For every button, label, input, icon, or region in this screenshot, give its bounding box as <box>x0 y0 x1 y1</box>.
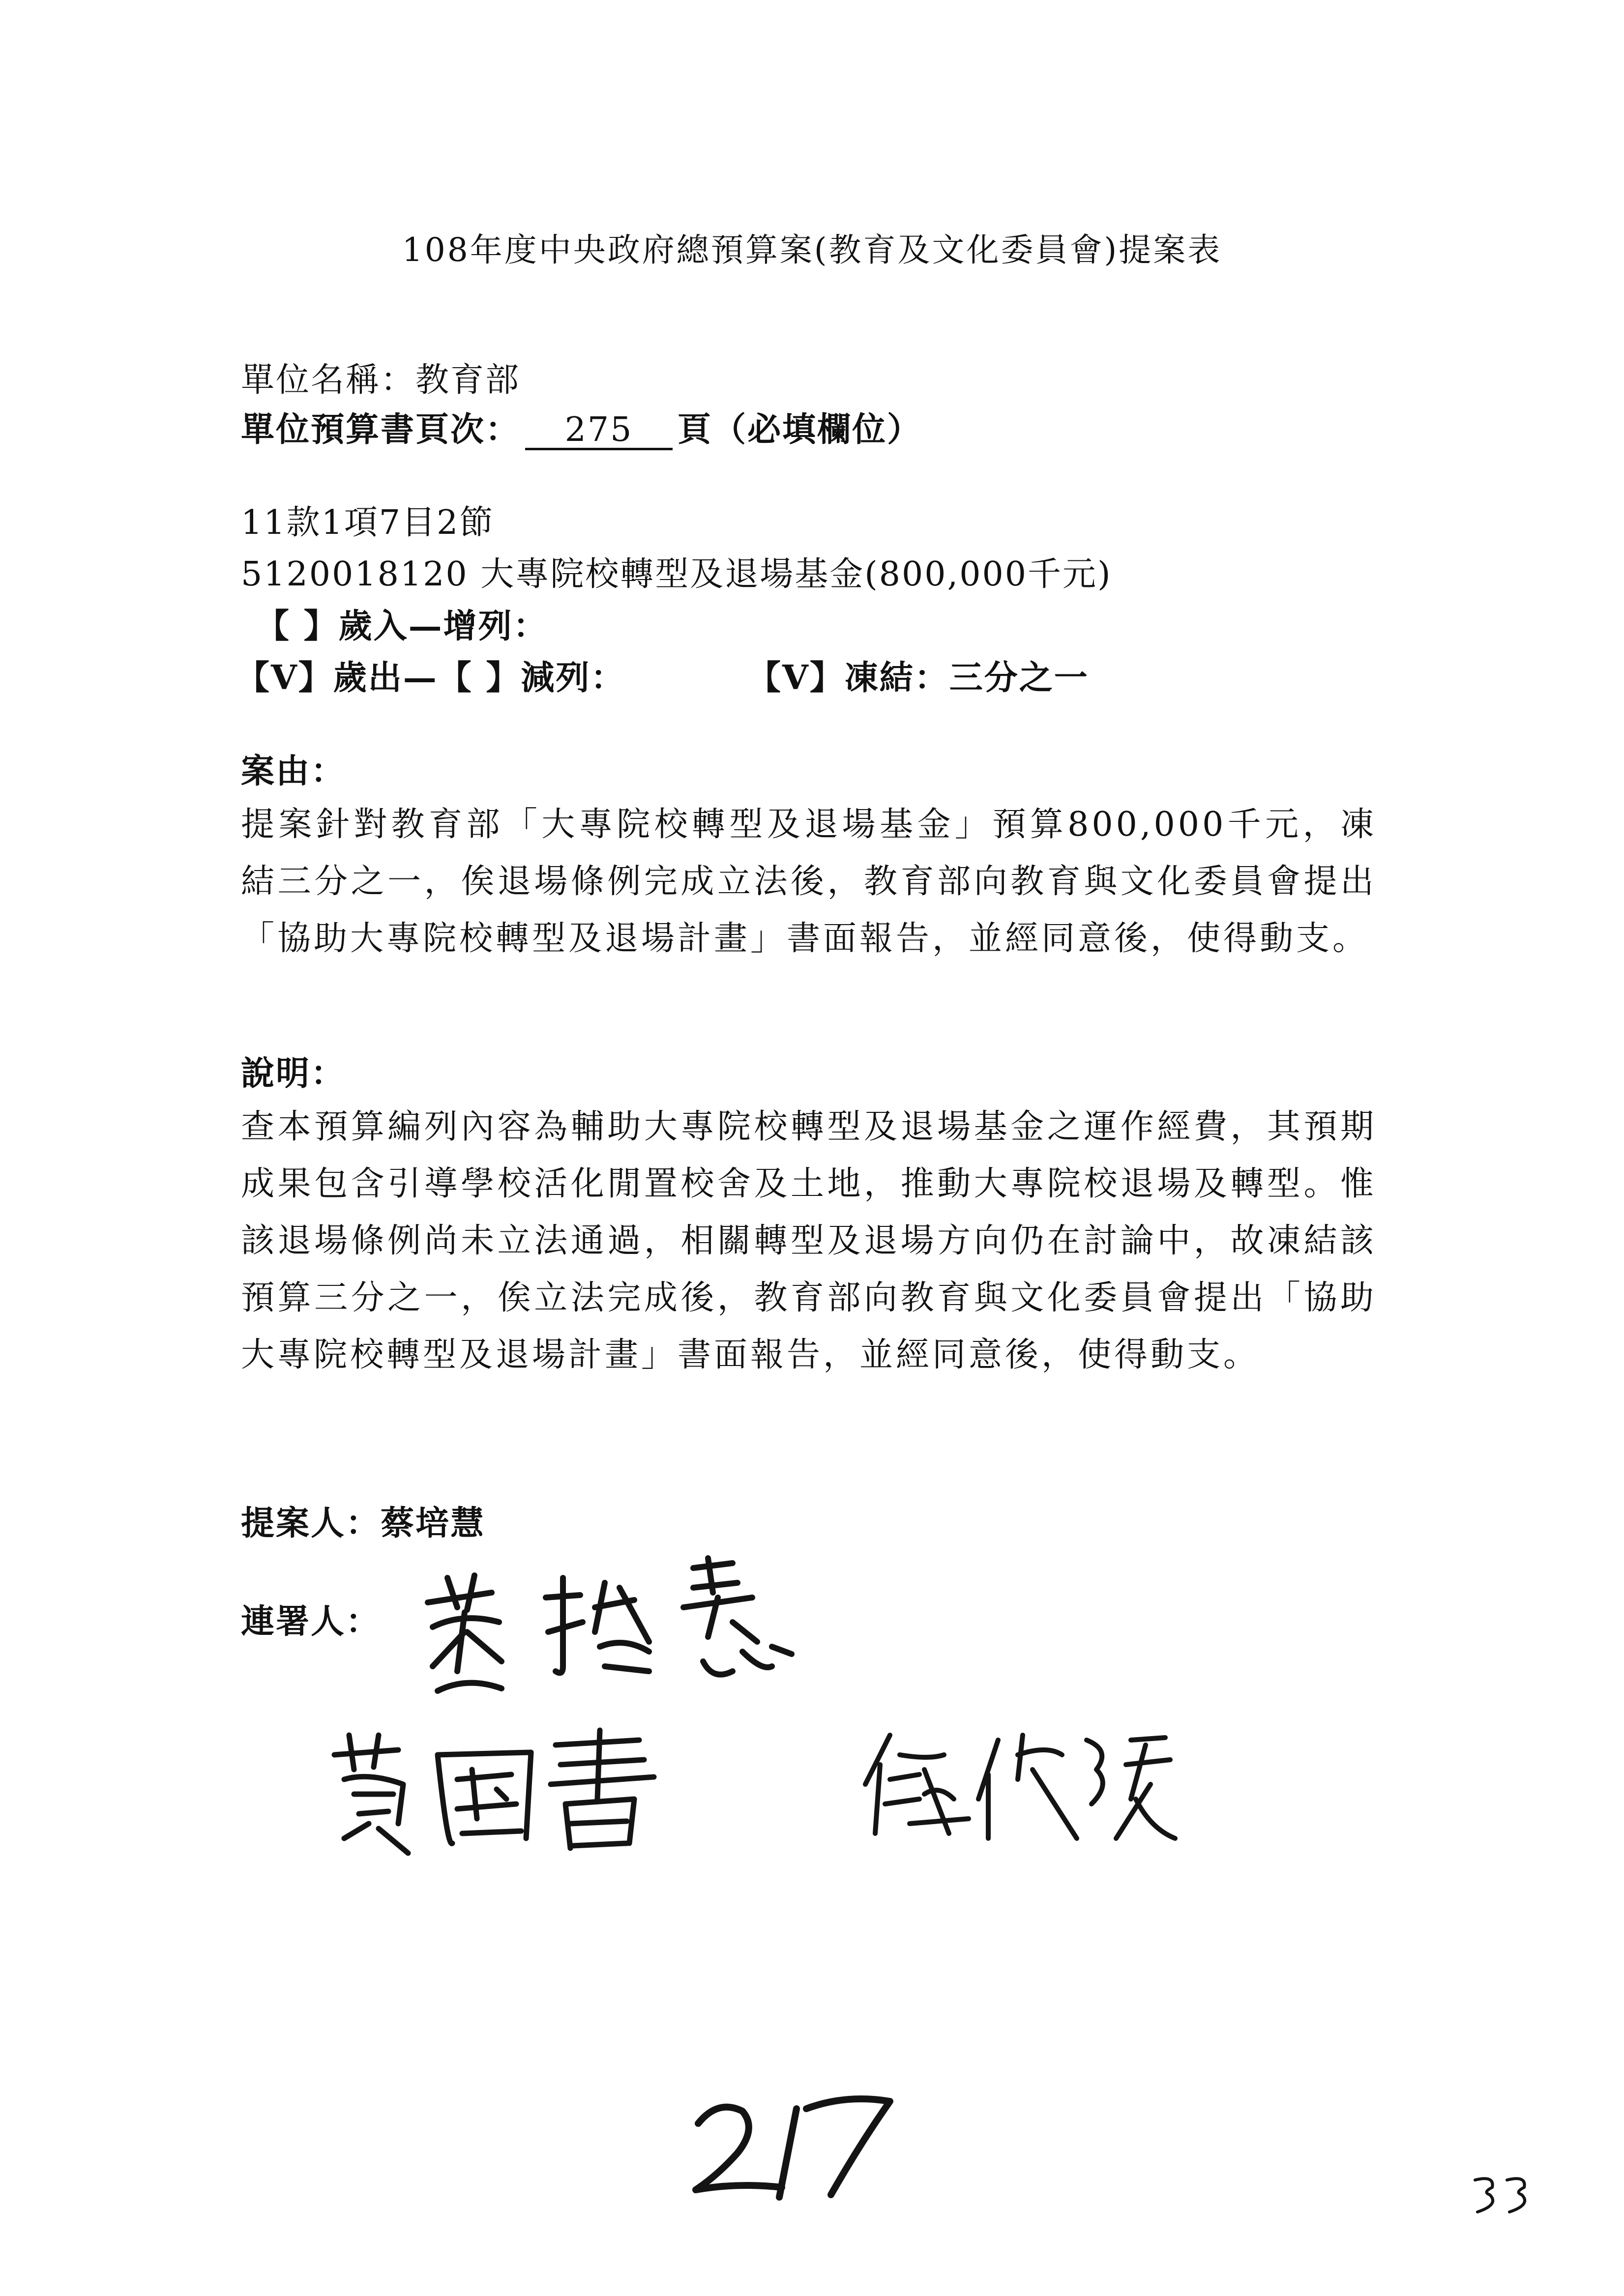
unit-name-label: 單位名稱： <box>241 361 416 400</box>
budget-page-suffix: 頁（必填欄位） <box>678 410 922 449</box>
signature-3 <box>856 1725 1180 1848</box>
explanation-text: 查本預算編列內容為輔助大專院校轉型及退場基金之運作經費，其預期成果包含引導學校活化閒置校舍及土地，推動大專院校退場及轉型。惟該退場條例尚未立法通過，相關轉型及退場方向仍在討論中，故凍結該預算三分之一，俟立法完成後，教育部向教育與文化委員會提出「協助大專院校轉型及退場計畫」書面報告，並經同意後，使得動支。 <box>241 1107 1377 1374</box>
expenditure-option: 【V】歲出—【 】減列： <box>236 658 626 698</box>
signature-3-strokes <box>856 1725 1180 1848</box>
signature-1 <box>418 1548 821 1696</box>
handwritten-page-mark <box>1470 2173 1539 2217</box>
budget-page-number: 275 <box>525 413 673 450</box>
explanation-heading: 說明： <box>241 1054 346 1093</box>
program-line: 5120018120 大專院校轉型及退場基金(800,000千元) <box>241 555 1112 594</box>
handwritten-page-number <box>683 2089 910 2202</box>
handwritten-number-strokes <box>683 2089 910 2202</box>
cosigner-label: 連署人： <box>241 1602 381 1641</box>
signature-2-strokes <box>325 1725 679 1863</box>
freeze-option: 【V】凍結：三分之一 <box>747 658 1089 698</box>
reason-heading: 案由： <box>241 752 346 791</box>
proposer-line <box>241 1504 486 1543</box>
signature-2 <box>325 1725 679 1863</box>
signature-1-strokes <box>418 1548 821 1696</box>
revenue-option: 【 】歲入—增列： <box>256 607 548 646</box>
budget-page-label: 單位預算書頁次： <box>241 410 521 449</box>
budget-page-line <box>241 410 922 450</box>
page-mark-strokes <box>1470 2173 1539 2217</box>
document-title: 108年度中央政府總預算案(教育及文化委員會)提案表 <box>402 231 1222 269</box>
reason-text: 提案針對教育部「大專院校轉型及退場基金」預算800,000千元，凍結三分之一，俟退場條例完成立法後，教育部向教育與文化委員會提出「協助大專院校轉型及退場計畫」書面報告，並經同意後，使得動支。 <box>241 805 1377 958</box>
unit-name-value: 教育部 <box>415 361 521 400</box>
unit-name-line <box>241 361 521 400</box>
proposer-label: 提案人： <box>241 1504 381 1543</box>
proposer-name: 蔡培慧 <box>381 1504 486 1543</box>
section-line: 11款1項7目2節 <box>241 503 495 542</box>
